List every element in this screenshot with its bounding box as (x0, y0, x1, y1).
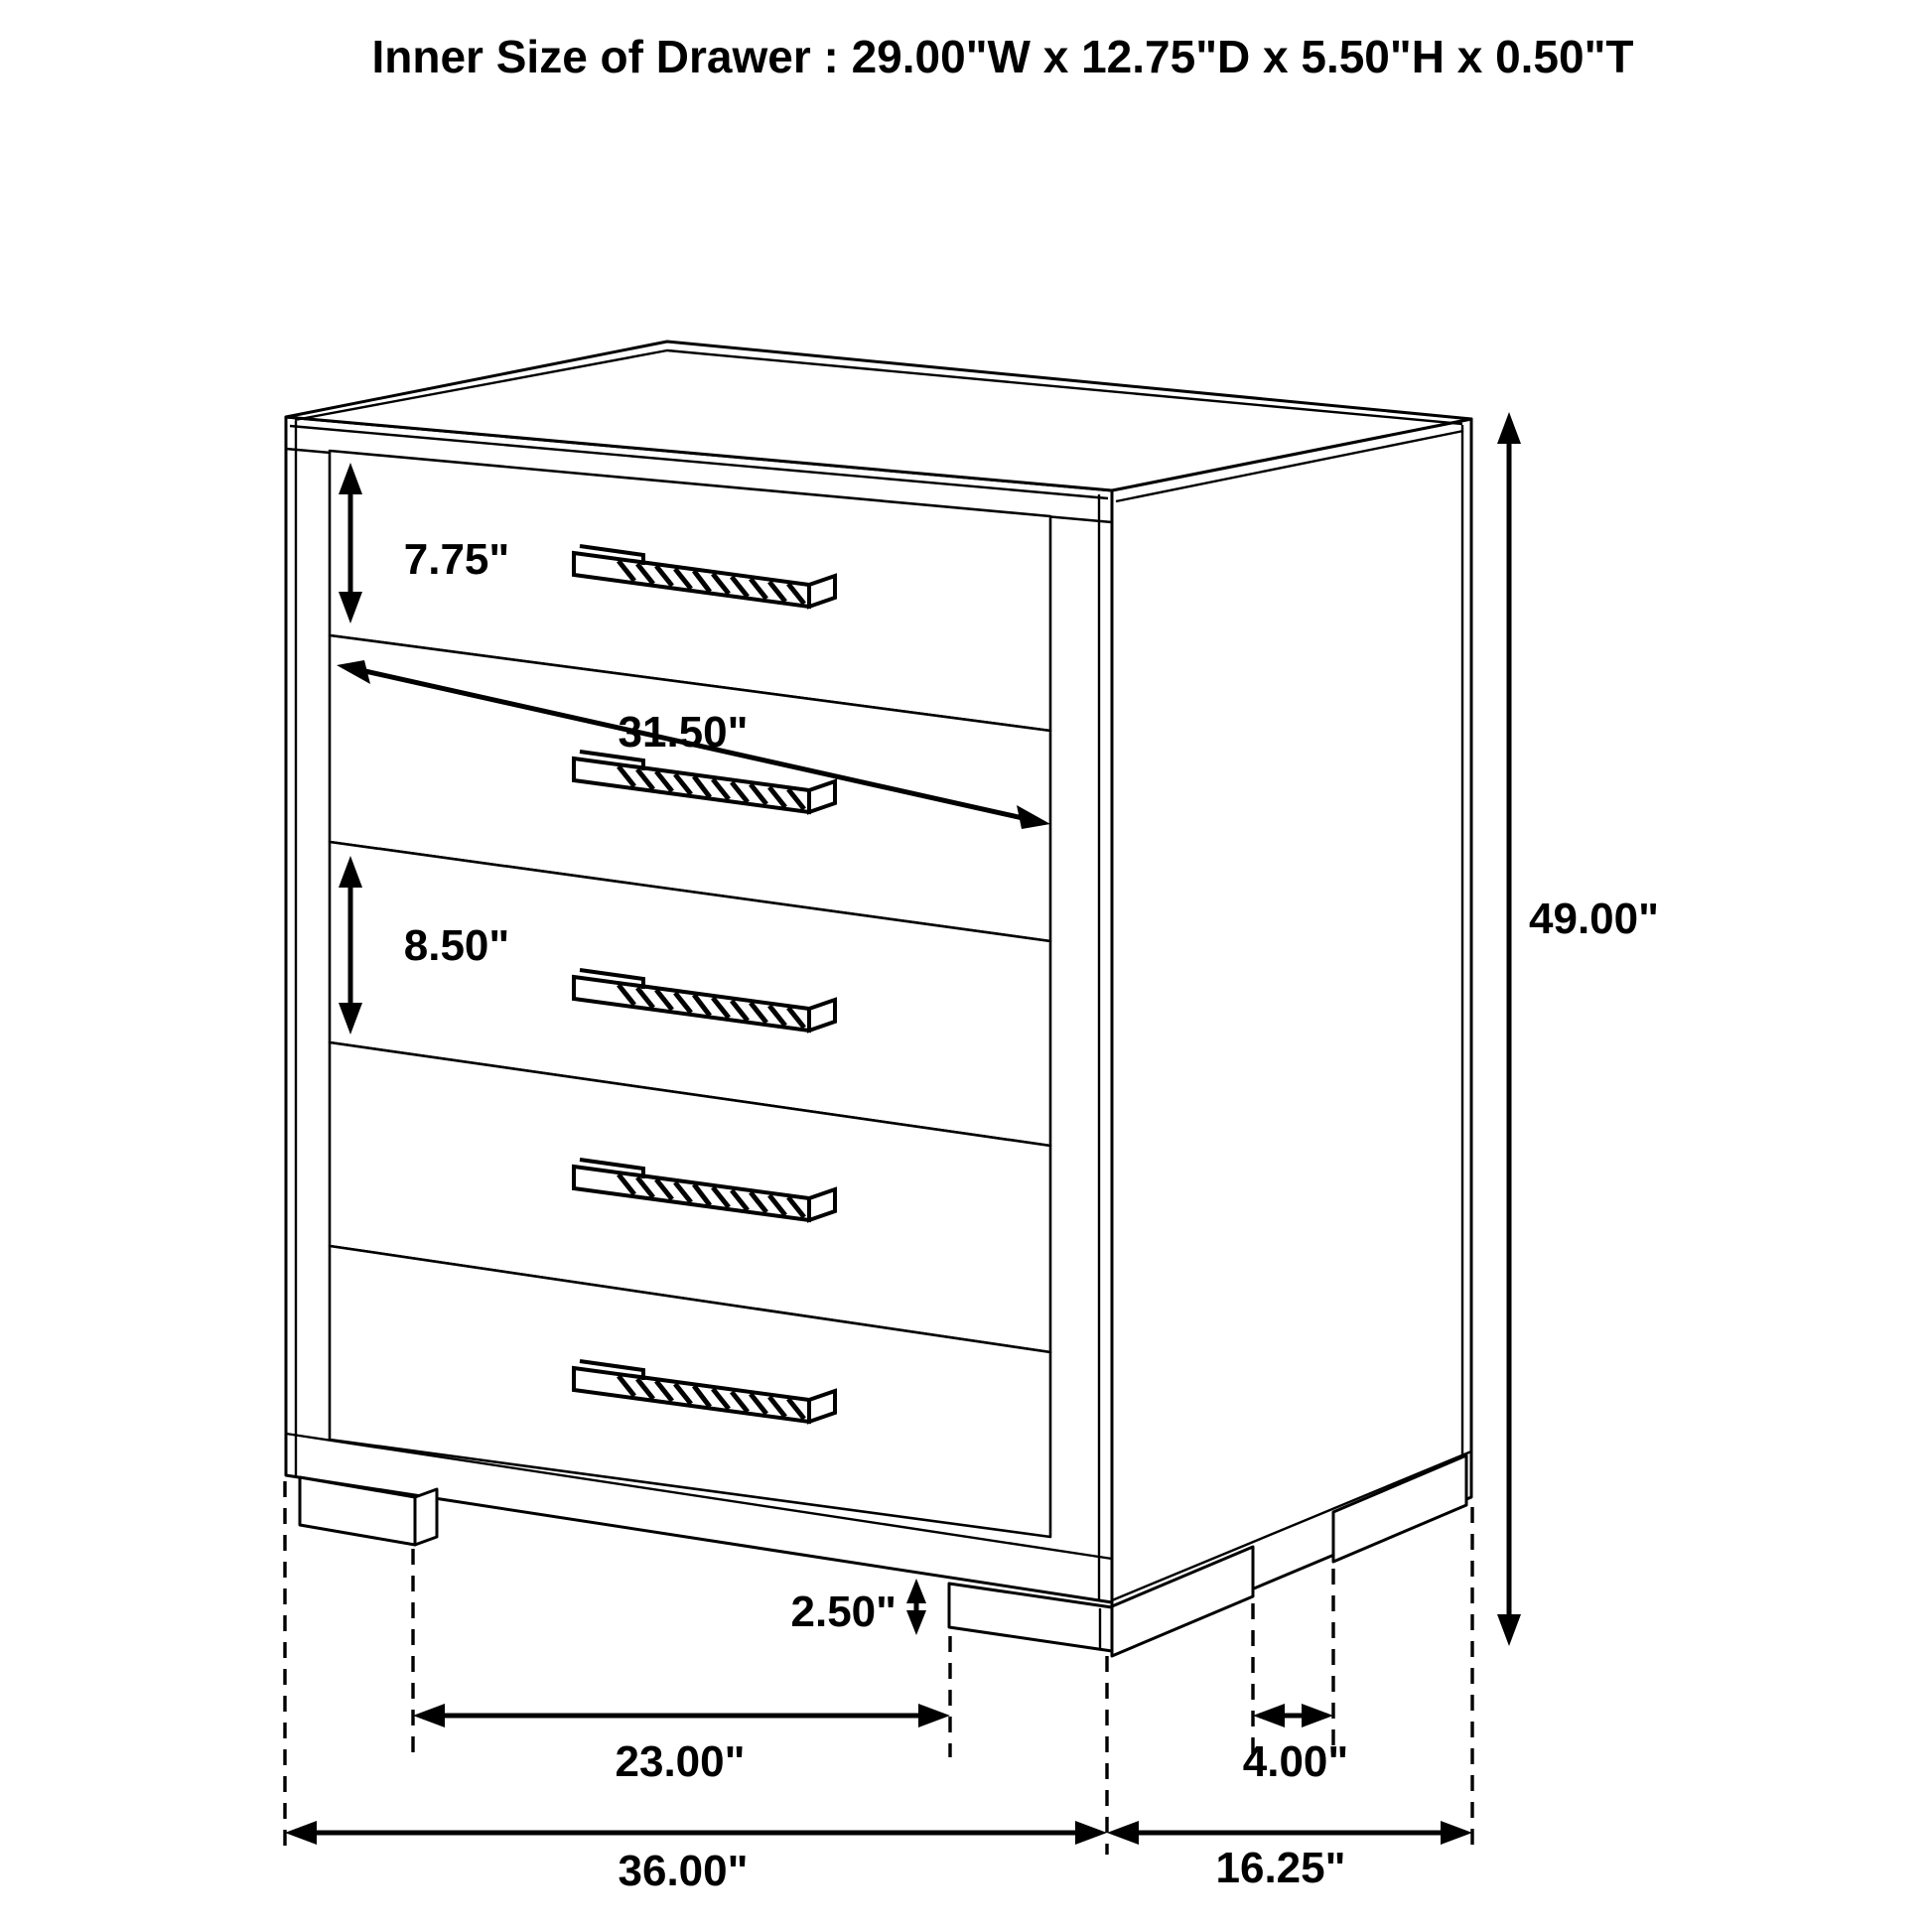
label-overall-height: 49.00" (1529, 895, 1659, 943)
dim-overall-width (285, 1821, 1107, 1895)
label-overall-width: 36.00" (618, 1847, 749, 1895)
label-overall-depth: 16.25" (1215, 1844, 1346, 1892)
label-side-leg-gap: 4.00" (1242, 1737, 1349, 1786)
dim-overall-depth (1107, 1821, 1472, 1892)
front-left-leg-side (415, 1489, 437, 1545)
label-top-drawer-height: 7.75" (403, 535, 510, 584)
label-drawer-front-width: 31.50" (618, 708, 749, 757)
dim-front-leg-spacing (413, 1704, 950, 1786)
dim-leg-height (791, 1579, 927, 1636)
cabinet-front-face (286, 417, 1112, 1602)
diagram-title: Inner Size of Drawer : 29.00"W x 12.75"D x 5.50"H x 0.50"T (371, 31, 1634, 82)
label-front-leg-spacing: 23.00" (615, 1737, 746, 1786)
label-lower-drawer-height: 8.50" (403, 921, 510, 970)
dim-overall-height (1497, 412, 1659, 1646)
label-leg-height: 2.50" (790, 1587, 897, 1636)
cabinet-side-face (1112, 419, 1471, 1648)
